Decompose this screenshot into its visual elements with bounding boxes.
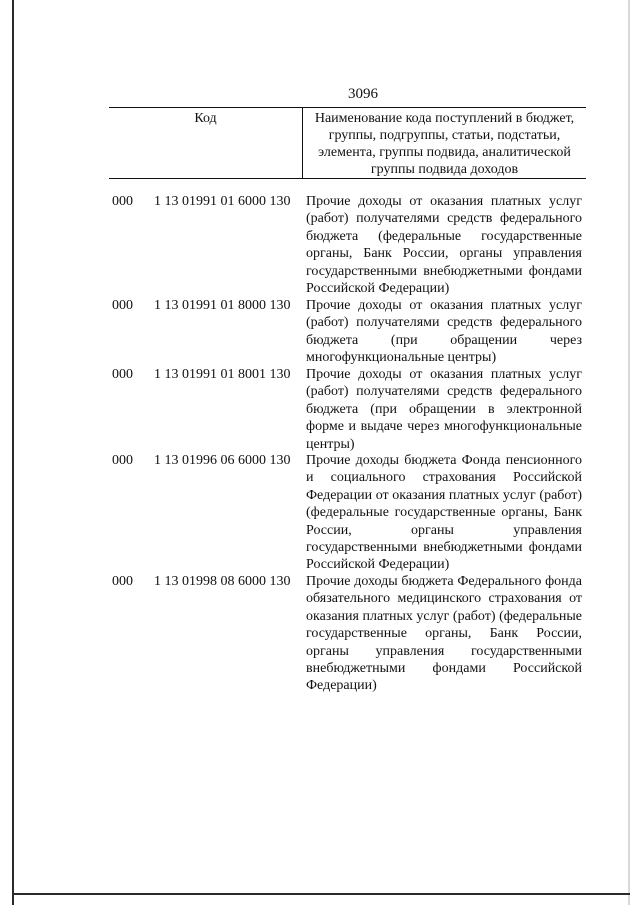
income-description: Прочие доходы от оказания платных услуг (работ) получателями средств федерального бюджета (при обращении в электронной форме и выдаче через многофункциональные центры) <box>306 367 582 452</box>
table-row <box>112 297 582 366</box>
table-body <box>112 193 582 694</box>
income-code: 1 13 01991 01 8001 130 <box>154 367 291 382</box>
admin-code: 000 <box>112 574 133 589</box>
scan-edge-left <box>12 0 14 905</box>
table-header <box>109 107 586 179</box>
page-number: 3096 <box>348 86 378 102</box>
income-code: 1 13 01996 06 6000 130 <box>154 453 291 468</box>
scan-edge-right <box>628 0 630 905</box>
header-code: Код <box>109 108 303 178</box>
income-code: 1 13 01991 01 6000 130 <box>154 194 291 209</box>
income-code: 1 13 01998 08 6000 130 <box>154 574 291 589</box>
income-description: Прочие доходы от оказания платных услуг (работ) получателями средств федерального бюджета (при обращении через многофункциональные центры) <box>306 298 582 366</box>
admin-code: 000 <box>112 453 133 468</box>
income-code: 1 13 01991 01 8000 130 <box>154 298 291 313</box>
income-description: Прочие доходы от оказания платных услуг (работ) получателями средств федерального бюджета (федеральные государственные органы, Банк России, органы управления государственными внебюджетными фондами Российской Федерации) <box>306 194 582 297</box>
table-row <box>112 452 582 573</box>
income-description: Прочие доходы бюджета Фонда пенсионного и социального страхования Российской Федерации от оказания платных услуг (работ) (федеральные государственные органы, Банк России, органы управления государственными внебюджетными фондами Российской Федерации) <box>306 453 582 573</box>
admin-code: 000 <box>112 298 133 313</box>
admin-code: 000 <box>112 367 133 382</box>
income-description: Прочие доходы бюджета Федерального фонда обязательного медицинского страхования от оказания платных услуг (работ) (федеральные государственные органы, Банк России, органы управления государственными внебюджетными фондами Российской Федерации) <box>306 574 582 694</box>
table-row <box>112 193 582 297</box>
table-row <box>112 366 582 452</box>
table-row <box>112 573 582 694</box>
admin-code: 000 <box>112 194 133 209</box>
scan-edge-bottom <box>12 893 630 895</box>
header-name: Наименование кода поступлений в бюджет, группы, подгруппы, статьи, подстатьи, элемента, группы подвида, аналитической группы подвида доходов <box>314 111 575 177</box>
